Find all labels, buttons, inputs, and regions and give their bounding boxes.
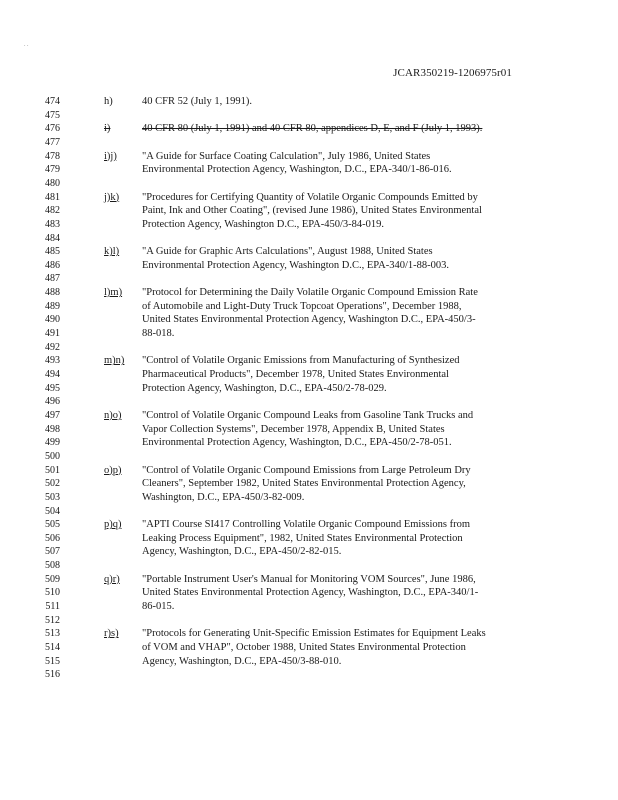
document-line	[0, 273, 618, 285]
document-line	[0, 410, 618, 422]
line-number: 481	[45, 191, 60, 203]
line-number: 509	[45, 573, 60, 585]
document-line	[0, 478, 618, 490]
line-text: Pharmaceutical Products", December 1978, United States Environmental	[142, 369, 449, 380]
item-label: n)o)	[104, 409, 122, 421]
document-line	[0, 669, 618, 681]
line-number: 508	[45, 560, 60, 572]
line-number: 497	[45, 409, 60, 421]
line-number: 510	[45, 587, 60, 599]
line-text: Cleaners", September 1982, United States Environmental Protection Agency,	[142, 478, 466, 490]
line-number: 505	[45, 519, 60, 531]
document-line	[0, 151, 618, 163]
line-number: 499	[45, 437, 60, 449]
line-number: 500	[45, 450, 60, 462]
document-line	[0, 560, 618, 572]
line-number: 504	[45, 505, 60, 517]
line-text: "Portable Instrument User's Manual for Monitoring VOM Sources", June 1986,	[142, 573, 476, 585]
line-number: 476	[45, 123, 60, 135]
line-text: "APTI Course SI417 Controlling Volatile Organic Compound Emissions from	[142, 519, 471, 531]
document-line	[0, 369, 618, 381]
line-number: 474	[45, 96, 60, 107]
line-text: 86-015.	[142, 601, 175, 613]
item-label: m)n)	[104, 355, 125, 367]
item-label: r)s)	[104, 628, 119, 640]
document-line	[0, 615, 618, 627]
line-text: Leaking Process Equipment", 1982, United States Environmental Protection	[142, 532, 463, 544]
line-number: 507	[45, 546, 60, 558]
document-line	[0, 574, 618, 586]
document-line	[0, 656, 618, 668]
document-line	[0, 192, 618, 204]
line-number: 492	[45, 341, 60, 353]
document-line	[0, 233, 618, 245]
line-number: 491	[45, 328, 60, 340]
line-number: 482	[45, 205, 60, 217]
document-line	[0, 260, 618, 272]
line-number: 512	[45, 614, 60, 626]
line-text: Agency, Washington, D.C., EPA-450/3-88-010.	[142, 655, 342, 667]
document-line	[0, 546, 618, 558]
line-text: of VOM and VHAP", October 1988, United States Environmental Protection	[142, 642, 466, 653]
line-text: Environmental Protection Agency, Washington, D.C., EPA-450/2-78-051.	[142, 437, 452, 449]
line-number: 494	[45, 369, 60, 380]
line-number: 501	[45, 464, 60, 476]
line-text: Paint, Ink and Other Coating", (revised June 1986), United States Environmental	[142, 205, 482, 217]
line-text: "Control of Volatile Organic Compound Leaks from Gasoline Tank Trucks and	[142, 409, 474, 421]
item-label: j)k)	[104, 191, 120, 203]
line-text: "A Guide for Surface Coating Calculation", July 1986, United States	[142, 150, 431, 162]
line-text: United States Environmental Protection Agency, Washington D.C., EPA-450/3-	[142, 314, 476, 326]
item-label: l)m)	[104, 287, 123, 299]
document-line	[0, 219, 618, 231]
item-label: h)	[104, 96, 113, 107]
line-number: 477	[45, 136, 60, 148]
line-number: 514	[45, 642, 60, 653]
document-line	[0, 342, 618, 354]
line-number: 496	[45, 396, 60, 408]
line-text: Agency, Washington, D.C., EPA-450/2-82-015.	[142, 546, 342, 558]
document-line	[0, 506, 618, 518]
line-number: 493	[45, 355, 60, 367]
document-line	[0, 587, 618, 599]
document-line	[0, 519, 618, 531]
line-number: 495	[45, 382, 60, 394]
line-number: 488	[45, 287, 60, 299]
document-line	[0, 178, 618, 190]
line-text: "Control of Volatile Organic Compound Emissions from Large Petroleum Dry	[142, 464, 471, 476]
document-line	[0, 465, 618, 477]
item-label: p)q)	[104, 519, 122, 531]
line-number: 490	[45, 314, 60, 326]
document-line	[0, 492, 618, 504]
document-line	[0, 301, 618, 313]
document-line	[0, 287, 618, 299]
document-line	[0, 355, 618, 367]
line-number: 483	[45, 218, 60, 230]
line-number: 475	[45, 109, 60, 121]
line-number: 487	[45, 273, 60, 285]
item-label: i)j)	[104, 150, 117, 162]
line-text: 88-018.	[142, 328, 175, 340]
line-text: Vapor Collection Systems", December 1978, Appendix B, United States	[142, 423, 445, 435]
document-line	[0, 137, 618, 149]
line-text: Environmental Protection Agency, Washington, D.C., EPA-340/1-86-016.	[142, 164, 452, 176]
line-text: "Procedures for Certifying Quantity of Volatile Organic Compounds Emitted by	[142, 191, 478, 203]
document-line	[0, 96, 618, 108]
document-line	[0, 110, 618, 122]
item-label: o)p)	[104, 464, 122, 476]
line-text: 40 CFR 80 (July 1, 1991) and 40 CFR 80, appendices D, E, and F (July 1, 1993).	[142, 123, 483, 135]
line-text: Washington, D.C., EPA-450/3-82-009.	[142, 491, 305, 503]
line-text: Protection Agency, Washington D.C., EPA-450/3-84-019.	[142, 218, 385, 230]
document-line	[0, 383, 618, 395]
line-text: of Automobile and Light-Duty Truck Topcoat Operations", December 1988,	[142, 300, 462, 312]
line-number: 486	[45, 259, 60, 271]
line-number: 479	[45, 164, 60, 176]
line-number: 480	[45, 177, 60, 189]
line-number: 506	[45, 532, 60, 544]
document-line	[0, 123, 618, 135]
line-number: 503	[45, 491, 60, 503]
line-number: 478	[45, 150, 60, 162]
item-label: k)l)	[104, 246, 120, 258]
line-text: "Control of Volatile Organic Emissions from Manufacturing of Synthesized	[142, 355, 460, 367]
line-text: United States Environmental Protection Agency, Washington, D.C., EPA-340/1-	[142, 587, 479, 599]
document-line	[0, 328, 618, 340]
document-id: JCAR350219-1206975r01	[393, 67, 512, 79]
line-text: Protection Agency, Washington, D.C., EPA-450/2-78-029.	[142, 382, 387, 394]
document-line	[0, 642, 618, 654]
line-text: "A Guide for Graphic Arts Calculations", August 1988, United States	[142, 246, 433, 258]
line-number: 513	[45, 628, 60, 640]
line-number: 485	[45, 246, 60, 258]
line-text: 40 CFR 52 (July 1, 1991).	[142, 96, 252, 107]
document-line	[0, 314, 618, 326]
document-line	[0, 424, 618, 436]
item-label: q)r)	[104, 573, 120, 585]
line-number: 511	[45, 601, 60, 613]
line-text: "Protocols for Generating Unit-Specific Emission Estimates for Equipment Leaks	[142, 628, 486, 640]
scan-specks: . .	[24, 42, 29, 48]
document-line	[0, 396, 618, 408]
document-line	[0, 601, 618, 613]
line-text: "Protocol for Determining the Daily Volatile Organic Compound Emission Rate	[142, 287, 478, 299]
line-number: 515	[45, 655, 60, 667]
document-line	[0, 205, 618, 217]
line-text: Environmental Protection Agency, Washington D.C., EPA-340/1-88-003.	[142, 259, 450, 271]
document-line	[0, 533, 618, 545]
document-line	[0, 164, 618, 176]
line-number: 489	[45, 300, 60, 312]
line-number: 484	[45, 232, 60, 244]
document-line	[0, 437, 618, 449]
line-number: 498	[45, 423, 60, 435]
document-line	[0, 246, 618, 258]
item-label: i)	[104, 123, 111, 135]
line-number: 502	[45, 478, 60, 490]
document-line	[0, 451, 618, 463]
document-line	[0, 628, 618, 640]
line-number: 516	[45, 669, 60, 681]
